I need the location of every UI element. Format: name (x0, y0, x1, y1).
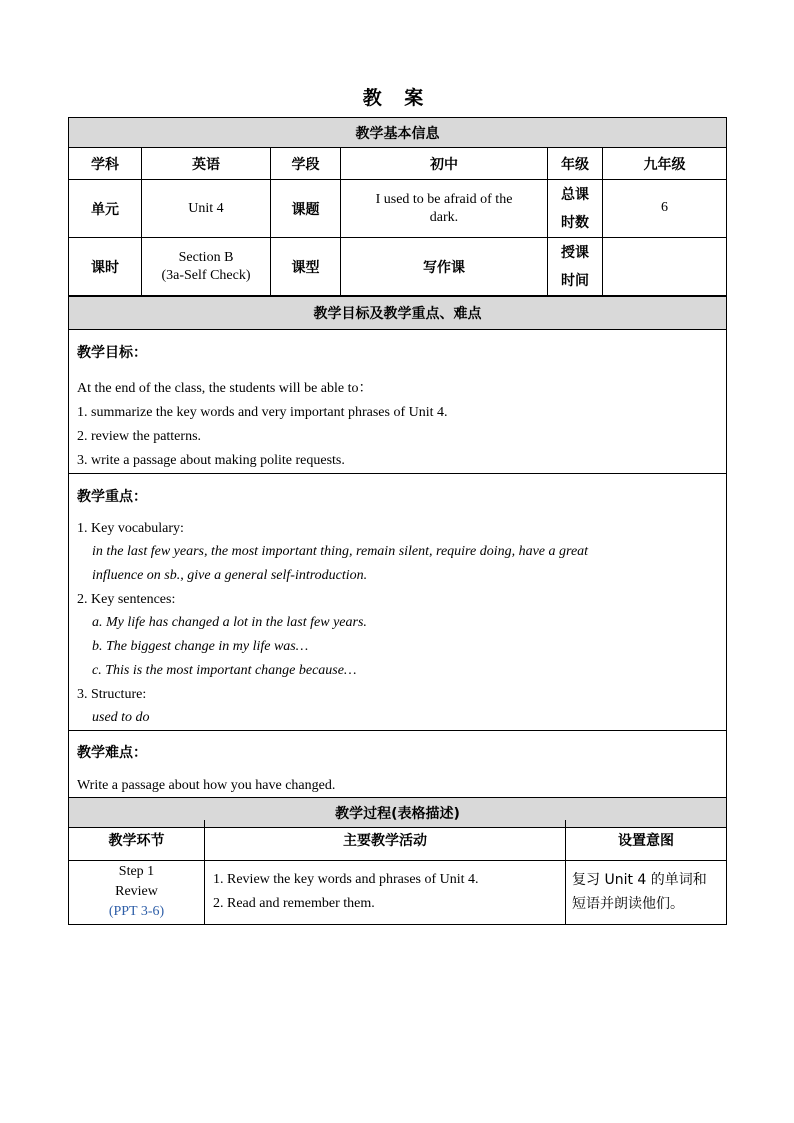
class-time-value (603, 238, 727, 296)
activities-cell (205, 860, 566, 924)
process-header: 教学过程(表格描述) (69, 798, 727, 828)
objectives-cell (69, 330, 727, 474)
topic-line-1: I used to be afraid of the (375, 191, 513, 207)
subject-value: 英语 (142, 148, 271, 180)
step-slides: (PPT 3-6) (108, 904, 165, 919)
activity-item: 2. Read and remember them. (213, 896, 375, 911)
difficulties-cell (69, 731, 727, 798)
key-vocab-line-2: influence on sb., give a general self-introduction. (92, 568, 368, 583)
period-value (142, 238, 271, 296)
step-name: Review (115, 884, 158, 899)
key-sentence: a. My life has changed a lot in the last few years. (92, 615, 367, 630)
process-col-activity: 主要教学活动 (205, 820, 566, 860)
objective-item: 1. summarize the key words and very important phrases of Unit 4. (77, 405, 448, 420)
goals-table (68, 296, 727, 828)
grade-value: 九年级 (603, 148, 727, 180)
basic-info-table (68, 117, 727, 296)
stage-label: 学段 (271, 148, 341, 180)
key-sentence: c. This is the most important change because… (92, 663, 357, 678)
stage-value: 初中 (341, 148, 548, 180)
key-sentence: b. The biggest change in my life was… (92, 639, 309, 654)
total-hours-label-1: 总课 (561, 186, 589, 203)
total-hours-label-2: 时数 (561, 214, 589, 231)
total-hours-label (548, 180, 603, 238)
type-label: 课型 (271, 238, 341, 296)
process-table (68, 820, 727, 925)
key-vocab-label: 1. Key vocabulary: (77, 521, 184, 536)
objectives-heading: 教学目标： (77, 345, 147, 361)
subject-label: 学科 (69, 148, 142, 180)
period-line-1: Section B (178, 249, 234, 265)
grade-label: 年级 (548, 148, 603, 180)
step-number: Step 1 (118, 864, 155, 879)
class-time-label-1: 授课 (561, 244, 589, 261)
activity-item: 1. Review the key words and phrases of Unit 4. (213, 872, 479, 887)
key-sentences-label: 2. Key sentences: (77, 592, 176, 607)
topic-value (341, 180, 548, 238)
process-col-intent: 设置意图 (566, 820, 727, 860)
difficulties-heading: 教学难点： (77, 745, 147, 761)
structure-label: 3. Structure: (77, 687, 147, 702)
objective-item: 2. review the patterns. (77, 429, 202, 444)
period-line-2: (3a-Self Check) (161, 267, 251, 283)
class-time-label (548, 238, 603, 296)
basic-info-header: 教学基本信息 (69, 118, 727, 148)
objective-item: 3. write a passage about making polite requests. (77, 453, 345, 468)
difficulties-text: Write a passage about how you have changed. (77, 778, 336, 793)
structure-value: used to do (92, 710, 150, 725)
key-points-heading: 教学重点： (77, 489, 147, 505)
intent-cell (566, 860, 727, 924)
step-cell (69, 860, 205, 924)
objectives-intro: At the end of the class, the students will be able to： (77, 381, 373, 396)
total-hours-value: 6 (603, 180, 727, 238)
class-time-label-2: 时间 (561, 272, 589, 289)
type-value: 写作课 (341, 238, 548, 296)
period-label: 课时 (69, 238, 142, 296)
key-vocab-line-1: in the last few years, the most important thing, remain silent, require doing, have a great (92, 544, 589, 559)
process-col-step: 教学环节 (69, 820, 205, 860)
intent-line-2: 短语并朗读他们。 (572, 896, 684, 912)
key-points-cell (69, 474, 727, 731)
topic-label: 课题 (271, 180, 341, 238)
topic-line-2: dark. (429, 209, 459, 225)
goals-header: 教学目标及教学重点、难点 (69, 297, 727, 330)
unit-label: 单元 (69, 180, 142, 238)
page-title: 教 案 (362, 87, 432, 109)
unit-value: Unit 4 (142, 180, 271, 238)
intent-line-1: 复习 Unit 4 的单词和 (572, 872, 707, 888)
